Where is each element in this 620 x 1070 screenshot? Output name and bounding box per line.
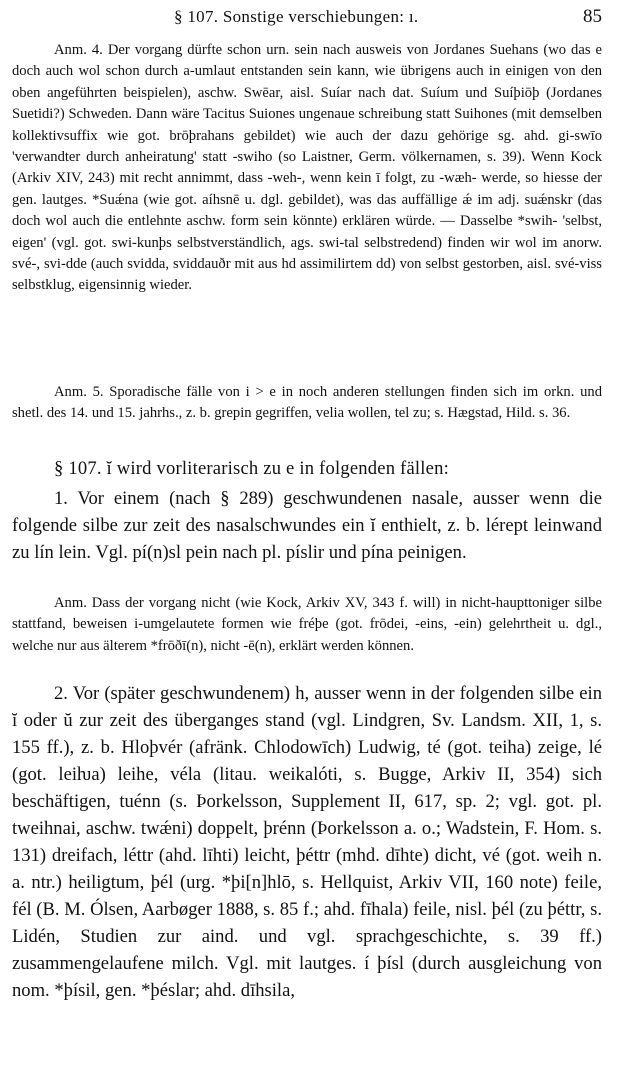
running-header [12, 4, 602, 30]
section-heading: § 107. ĭ wird vorliterarisch zu e in folgenden fällen: [54, 458, 449, 479]
note-anm-4: Anm. 4. Der vorgang dürfte schon urn. sein nach ausweis von Jordanes Suehans (wo das e doch auch wol schon durch a-umlaut entstanden sein kann, wie übrigens auch in einigen von den oben angeführten beispielen), aschw. Swēar, aisl. Suíar nach dat. Suíum und Suíþiōþ (Jordanes Suetidi?) Schweden. Dann wäre Tacitus Suiones ungenaue schreibung statt Suihones (mit demselben kollektivsuffix wie got. brōþrahans gebildet) wie auch der dazu gehörige sg. ahd. gi-swīo 'verwandter durch anheiratung' statt -swiho (so Laistner, Germ. völkernamen, s. 39). Wenn Kock (Arkiv XIV, 243) mit recht annimmt, dass -weh-, wenn kein ī folgt, zu -wæh- werde, so hiesse der gen. lautges. *Suǽna (wie got. aíhsnē u. dgl. gebildet), was das auffällige ǽ im adj. suǽnskr (das doch wol auch die entlehnte aschw. form sein könnte) erklären würde. — Dasselbe *swih- 'selbst, eigen' (vgl. got. swi-kunþs selbstverständlich, ags. swi-tal selbstredend) finden wir wol im anorw. své-, svi-dde (auch svidda, sviddauðr mit aus hd assimilirtem dd) von selbst gestorben, aisl. své-viss selbstklug, eigensinnig wieder. [12, 42, 602, 294]
rule-1-paragraph: 1. Vor einem (nach § 289) geschwundenen nasale, ausser wenn die folgende silbe zur zeit des nasalschwundes ein ĭ enthielt, z. b. lérept leinwand zu lín lein. Vgl. pí(n)sl pein nach pl. píslir und pína peinigen. [12, 488, 602, 563]
page-number: 85 [583, 6, 602, 27]
note-anm-5: Anm. 5. Sporadische fälle von i > e in noch anderen stellungen finden sich im orkn. und shetl. des 14. und 15. jahrhs., z. b. grepin gegriffen, velia wollen, tel zu; s. Hægstad, Hild. s. 36. [12, 384, 602, 422]
note-anm-section: Anm. Dass der vorgang nicht (wie Kock, Arkiv XV, 343 f. will) in nicht-haupttoniger silbe stattfand, beweisen i-umgelautete formen wie fréþe (got. frōdei, -eins, -ein) gelehrtheit u. dgl., welche nur aus älterem *frōðī(n), nicht -ē(n), erklärt werden können. [12, 595, 602, 654]
rule-2-paragraph: 2. Vor (später geschwundenem) h, ausser wenn in der folgenden silbe ein ĭ oder ŭ zur zeit des überganges stand (vgl. Lindgren, Sv. Landsm. XII, 1, s. 155 ff.), z. b. Hloþvér (afränk. Chlodowīch) Ludwig, té (got. teiha) zeige, lé (got. leiƕa) leihe, véla (litau. weikalóti, s. Bugge, Arkiv II, 354) sich beschäftigen, tuénn (s. Þorkelsson, Supplement II, 617, sp. 2; vgl. got. pl. tweihnai, aschw. twǽni) doppelt, þrénn (Þorkelsson a. o.; Wadstein, F. Hom. s. 131) dreifach, léttr (ahd. līhti) leicht, þéttr (mhd. dīhte) dicht, vé (got. weih n. a. ntr.) heiligtum, þél (urg. *þi[n]hlō, s. Hellquist, Arkiv VII, 160 note) feile, fél (B. M. Ólsen, Aarbøger 1888, s. 85 f.; ahd. fīhala) feile, nisl. þél (zu þéttr, s. Lidén, Studien zur aind. und vgl. sprachgeschichte, s. 39 ff.) zusammengelaufene milch. Vgl. mit lautges. í þísl (durch ausgleichung von nom. *þísil, gen. *þéslar; ahd. dīhsila, [12, 683, 602, 1001]
running-title: § 107. Sonstige verschiebungen: ı. [174, 7, 419, 26]
